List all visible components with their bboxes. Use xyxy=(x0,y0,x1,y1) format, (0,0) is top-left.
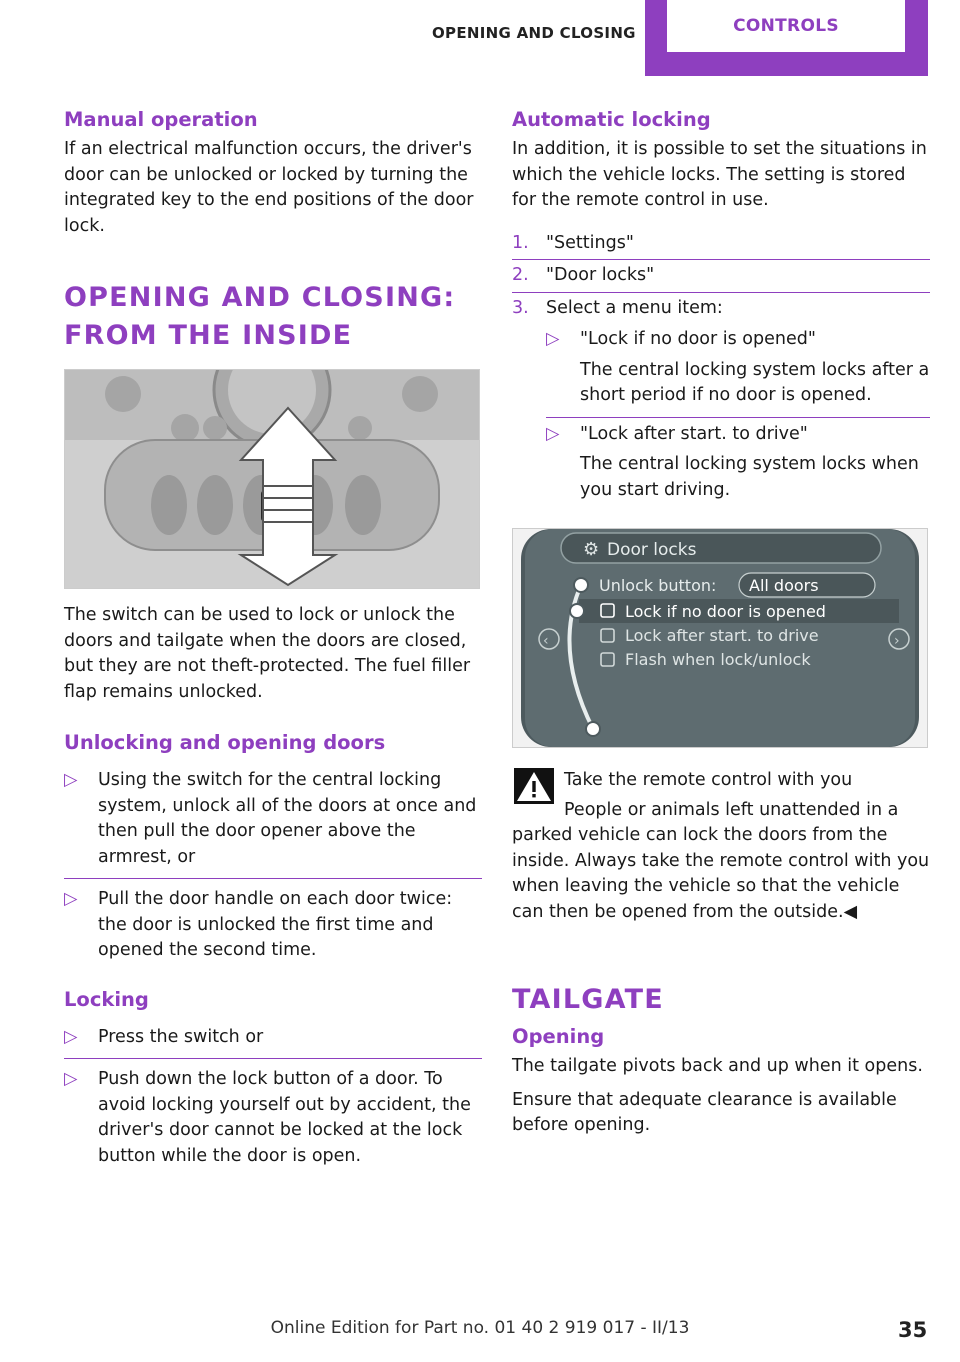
opening-heading: Opening xyxy=(512,1025,605,1048)
unlock-button-label: Unlock button: xyxy=(599,576,717,595)
page-number: 35 xyxy=(898,1318,928,1342)
menu-item: ▷ "Lock if no door is opened" The central locking system locks after a short period if no door is opened. xyxy=(546,323,930,418)
header-tab-label: CONTROLS xyxy=(667,0,905,52)
warning-block xyxy=(512,768,930,925)
opening-text-2: Ensure that adequate clearance is available before opening. xyxy=(512,1089,897,1135)
locking-heading: Locking xyxy=(64,987,149,1011)
warning-title: Take the remote control with you xyxy=(564,770,853,790)
tailgate-heading: TAILGATE xyxy=(512,984,664,1015)
list-item: ▷ Press the switch or xyxy=(64,1017,482,1060)
inside-heading-line-1: OPENING AND CLOSING: xyxy=(64,282,456,313)
switch-photo xyxy=(64,369,480,589)
warning-text: People or animals left unattended in a parked vehicle can lock the doors from the inside. Always take the remote control with you when leaving the vehicle so that the vehicle can then be opened from the outside.◀ xyxy=(512,799,930,922)
step-item: 2. "Door locks" xyxy=(512,260,930,293)
menu-item-list xyxy=(546,323,930,511)
triangle-bullet-icon: ▷ xyxy=(64,889,78,909)
svg-text:‹: ‹ xyxy=(543,633,549,649)
header-section-title: OPENING AND CLOSING xyxy=(432,24,636,42)
manual-operation-heading: Manual operation xyxy=(64,108,258,131)
switch-text: The switch can be used to lock or unlock the doors and tailgate when the doors are closed, but they are not theft-protected. The fuel filler flap remains unlocked. xyxy=(64,605,471,702)
footer-edition: Online Edition for Part no. 01 40 2 919 017 - II/13 xyxy=(270,1318,690,1338)
option-flash-when-lock: Flash when lock/unlock xyxy=(625,650,811,669)
list-item: ▷ Pull the door handle on each door twice: the door is unlocked the first time and opened the second time. xyxy=(64,889,453,960)
option-lock-after-start: Lock after start. to drive xyxy=(625,626,819,645)
door-locks-screen xyxy=(512,528,928,748)
warning-icon xyxy=(514,768,554,804)
list-item: ▷ Push down the lock button of a door. To avoid locking yourself out by accident, the driver's door cannot be locked at the lock button while the door is open. xyxy=(64,1069,471,1166)
unlock-button-value: All doors xyxy=(749,576,819,595)
manual-operation-text: If an electrical malfunction occurs, the driver's door can be unlocked or locked by turning the integrated key to the end positions of the door lock. xyxy=(64,139,474,236)
automatic-locking-heading: Automatic locking xyxy=(512,108,711,131)
gear-icon: ⚙ xyxy=(583,539,600,560)
option-lock-if-no-door: Lock if no door is opened xyxy=(625,602,826,621)
settings-steps xyxy=(512,228,930,515)
header-tab xyxy=(645,0,928,76)
triangle-bullet-icon: ▷ xyxy=(546,423,560,444)
right-column xyxy=(512,108,930,1139)
unlocking-list xyxy=(64,760,482,972)
unlocking-heading: Unlocking and opening doors xyxy=(64,731,386,754)
list-item: ▷ Using the switch for the central locking system, unlock all of the doors at once and then pull the door opener above the armrest, or xyxy=(64,760,482,879)
locking-list xyxy=(64,1017,482,1178)
screen-title: Door locks xyxy=(607,540,697,560)
inside-heading-line-2: FROM THE INSIDE xyxy=(64,320,353,351)
opening-text-1: The tailgate pivots back and up when it opens. xyxy=(512,1056,923,1076)
triangle-bullet-icon: ▷ xyxy=(64,770,78,790)
step-item: 1. "Settings" xyxy=(512,228,930,261)
step-item: 3. Select a menu item: ▷ "Lock if no door is opened" The central locking system locks after a short period if no door is opened. ▷ "Lock after start. to drive" The central locking system locks when you start driving. xyxy=(512,293,930,515)
inside-heading xyxy=(64,279,482,355)
triangle-bullet-icon: ▷ xyxy=(546,329,560,349)
triangle-bullet-icon: ▷ xyxy=(64,1026,78,1047)
left-column xyxy=(64,108,482,1177)
menu-item: ▷ "Lock after start. to drive" The central locking system locks when you start driving. xyxy=(546,423,919,500)
svg-text:›: › xyxy=(894,633,900,649)
automatic-locking-text: In addition, it is possible to set the situations in which the vehicle locks. The setting is stored for the remote control in use. xyxy=(512,139,927,210)
triangle-bullet-icon: ▷ xyxy=(64,1069,78,1089)
